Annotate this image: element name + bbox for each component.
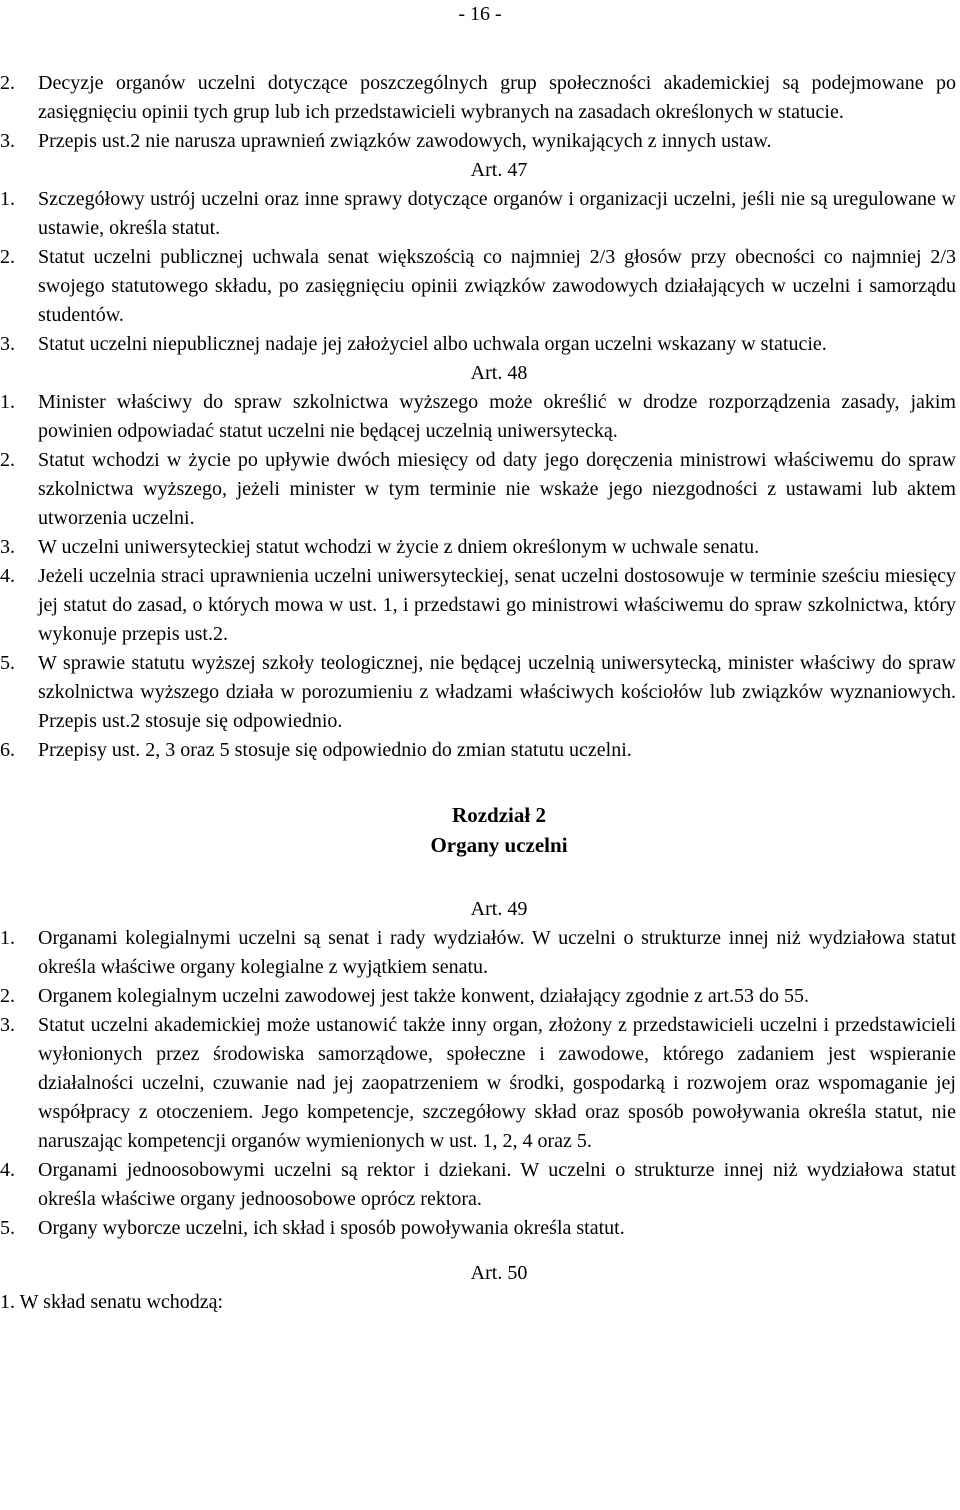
paragraph-item — [0, 388, 960, 446]
item-number: 1. — [0, 391, 15, 413]
item-number: 4. — [0, 1159, 15, 1181]
item-text: Szczegółowy ustrój uczelni oraz inne sprawy dotyczące organów i organizacji uczelni, jeśli nie są uregulowane w ustawie, określa statut. — [38, 188, 956, 239]
document-body — [0, 69, 960, 1317]
item-text: Decyzje organów uczelni dotyczące poszczególnych grup społeczności akademickiej są podejmowane po zasięgnięciu opinii tych grup lub ich przedstawicieli wybranych na zasadach określonych w statucie. — [38, 72, 956, 123]
paragraph-item — [0, 1156, 960, 1214]
article-heading: Art. 50 — [470, 1262, 528, 1284]
item-number: 6. — [0, 739, 15, 761]
item-text: 1. W skład senatu wchodzą: — [0, 1291, 224, 1313]
paragraph-item — [0, 127, 960, 156]
article-heading: Art. 47 — [470, 159, 528, 181]
item-text: Statut uczelni publicznej uchwala senat większością co najmniej 2/3 głosów przy obecności co najmniej 2/3 swojego statutowego składu, po zasięgnięciu opinii związków zawodowych działających w uczelni i samorządu studentów. — [38, 246, 956, 326]
item-text: Jeżeli uczelnia straci uprawnienia uczelni uniwersyteckiej, senat uczelni dostosowuje w terminie sześciu miesięcy jej statut do zasad, o których mowa w ust. 1, i przedstawi go ministrowi właściwemu do spraw szkolnictwa, który wykonuje przepis ust.2. — [38, 565, 956, 645]
item-number: 3. — [0, 1014, 15, 1036]
item-text: Organem kolegialnym uczelni zawodowej jest także konwent, działający zgodnie z art.53 do 55. — [38, 985, 810, 1007]
item-text: Minister właściwy do spraw szkolnictwa wyższego może określić w drodze rozporządzenia zasady, jakim powinien odpowiadać statut uczelni nie będącej uczelnią uniwersytecką. — [38, 391, 956, 442]
item-text: Przepisy ust. 2, 3 oraz 5 stosuje się odpowiednio do zmian statutu uczelni. — [38, 739, 632, 761]
spacer — [0, 765, 960, 800]
item-text: W sprawie statutu wyższej szkoły teologicznej, nie będącej uczelnią uniwersytecką, minister właściwy do spraw szkolnictwa wyższego działa w porozumieniu z władzami właściwych kościołów lub związków wyznaniowych. Przepis ust.2 stosuje się odpowiednio. — [38, 652, 956, 732]
item-text: Przepis ust.2 nie narusza uprawnień związków zawodowych, wynikających z innych ustaw. — [38, 130, 772, 152]
item-text: Organy wyborcze uczelni, ich skład i sposób powoływania określa statut. — [38, 1217, 625, 1239]
item-number: 4. — [0, 565, 15, 587]
item-text: W uczelni uniwersyteckiej statut wchodzi w życie z dniem określonym w uchwale senatu. — [38, 536, 760, 558]
item-text: Statut uczelni akademickiej może ustanowić także inny organ, złożony z przedstawicieli uczelni i przedstawicieli wyłonionych przez środowiska samorządowe, społeczne i zawodowe, którego zadaniem jest wspieranie działalności uczelni, czuwanie nad jej zaopatrzeniem w środki, gospodarką i rozwojem oraz wspomaganie jej współpracy z otoczeniem. Jego kompetencje, szczegółowy skład oraz sposób powoływania określa statut, nie naruszając kompetencji organów wymienionych w ust. 1, 2, 4 oraz 5. — [38, 1014, 956, 1152]
paragraph-item — [0, 243, 960, 330]
spacer — [0, 860, 960, 895]
item-number: 1. — [0, 927, 15, 949]
paragraph-item — [0, 736, 960, 765]
item-number: 2. — [0, 72, 15, 94]
item-number: 2. — [0, 449, 15, 471]
item-text: Statut uczelni niepublicznej nadaje jej założyciel albo uchwala organ uczelni wskazany w statucie. — [38, 333, 827, 355]
item-number: 2. — [0, 985, 15, 1007]
paragraph-item — [0, 982, 960, 1011]
chapter-title: Organy uczelni — [430, 833, 568, 857]
item-number: 2. — [0, 246, 15, 268]
item-text: Statut wchodzi w życie po upływie dwóch miesięcy od daty jego doręczenia ministrowi właściwemu do spraw szkolnictwa wyższego, jeżeli minister w tym terminie nie wskaże jego niezgodności z ustawami lub aktem utworzenia uczelni. — [38, 449, 956, 529]
paragraph-item — [0, 1011, 960, 1156]
article-heading: Art. 48 — [470, 362, 528, 384]
paragraph-item — [0, 533, 960, 562]
item-number: 5. — [0, 652, 15, 674]
paragraph-item — [0, 562, 960, 649]
item-number: 3. — [0, 536, 15, 558]
paragraph-item — [0, 446, 960, 533]
item-number: 1. — [0, 188, 15, 210]
chapter-number: Rozdział 2 — [452, 803, 546, 827]
item-number: 3. — [0, 130, 15, 152]
item-number: 5. — [0, 1217, 15, 1239]
paragraph-item — [0, 1214, 960, 1243]
paragraph-item — [0, 330, 960, 359]
item-text: Organami kolegialnymi uczelni są senat i rady wydziałów. W uczelni o strukturze innej niż wydziałowa statut określa właściwe organy kolegialne z wyjątkiem senatu. — [38, 927, 956, 978]
item-number: 3. — [0, 333, 15, 355]
spacer — [0, 1243, 960, 1251]
page-number: - 16 - — [458, 3, 502, 25]
item-text: Organami jednoosobowymi uczelni są rektor i dziekani. W uczelni o strukturze innej niż wydziałowa statut określa właściwe organy jednoosobowe oprócz rektora. — [38, 1159, 956, 1210]
paragraph-item — [0, 69, 960, 127]
paragraph-item — [0, 924, 960, 982]
paragraph-item — [0, 649, 960, 736]
paragraph-item — [0, 185, 960, 243]
article-heading: Art. 49 — [470, 898, 528, 920]
spacer — [0, 1251, 960, 1259]
